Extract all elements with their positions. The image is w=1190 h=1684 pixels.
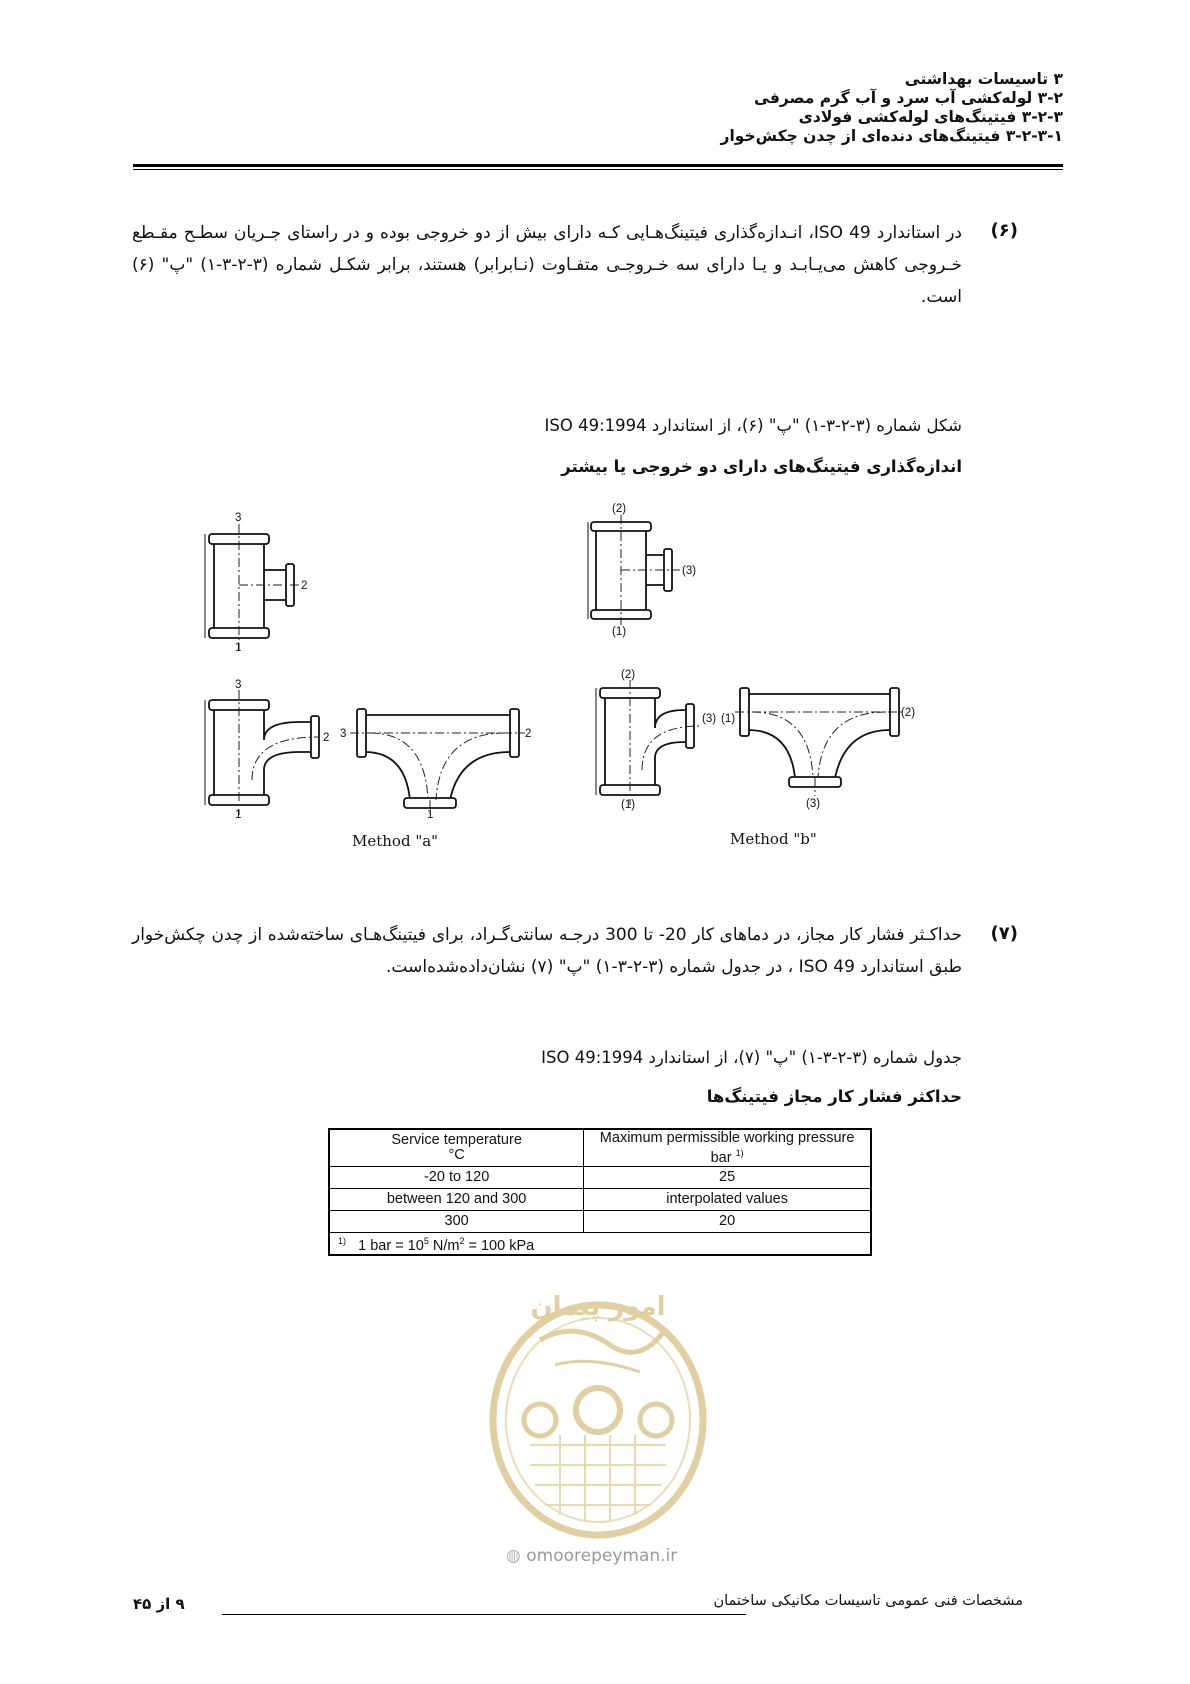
label-b3-3: (3) (806, 798, 821, 810)
cell-pressure: 25 (584, 1167, 871, 1189)
label-a3-1: 1 (427, 809, 434, 821)
header-line-1: ۳ تاسیسات بهداشتی (904, 70, 1063, 88)
table-footnote-row (329, 1233, 871, 1256)
label-b2-2: (2) (621, 669, 636, 681)
method-a-label: Method "a" (352, 832, 439, 850)
col-pressure-header (584, 1129, 871, 1167)
watermark-globe-icon: ◍ (506, 1546, 521, 1566)
para-7-number: (۷) (990, 923, 1018, 944)
watermark-logo-text: امور پیمان (530, 1292, 666, 1322)
header-line-4: ۳-۲-۳-۱ فیتینگ‌های دنده‌ای از چدن چکش‌خوار (720, 127, 1063, 145)
header-rule-thick (133, 164, 1063, 167)
label-a1-1: 1 (235, 642, 242, 654)
method-b-twin-elbow (721, 688, 915, 810)
col-temperature-header (329, 1129, 584, 1167)
footnote-pre: 1 bar = 10 (358, 1237, 424, 1254)
col-pressure-unit: bar (710, 1149, 732, 1166)
table-row (329, 1211, 871, 1233)
header-line-3: ۳-۲-۳ فیتینگ‌های لوله‌کشی فولادی (798, 108, 1063, 126)
label-b2-3: (3) (702, 713, 717, 725)
cell-pressure: 20 (584, 1211, 871, 1233)
watermark-url-text: omoorepeyman.ir (526, 1546, 678, 1566)
label-b1-2: (2) (612, 503, 627, 515)
footnote-post: = 100 kPa (464, 1237, 535, 1254)
col-temperature-title: Service temperature (391, 1132, 522, 1148)
cell-temp: between 120 and 300 (329, 1189, 584, 1211)
label-a1-2: 2 (301, 580, 308, 592)
para-6-text: در استاندارد ISO 49، انـدازه‌گذاری فیتینگ‌هـایی کـه دارای بیش از دو خروجی بوده و در راستای جـریان سطـح مقـطع خـروجی کاهش می‌یـابـد و یـا دارای سه خـروجـی متفـاوت (نـابرابر) هستند، برابر شکـل شماره (۳-۲-۳-۱) "پ" (۶) است. (132, 223, 962, 307)
cell-pressure: interpolated values (584, 1189, 871, 1211)
page-number: ۹ از ۴۵ (133, 1595, 185, 1613)
table-header-row (329, 1129, 871, 1167)
label-a1-3: 3 (235, 512, 242, 524)
table-footnote (329, 1233, 871, 1256)
footnote-sup1: 5 (423, 1235, 429, 1246)
table-title: حداکثر فشار کار مجاز فیتینگ‌ها (706, 1087, 962, 1106)
label-b3-1: (1) (721, 713, 736, 725)
para-6-number: (۶) (990, 220, 1018, 241)
pressure-table (328, 1128, 872, 1256)
figure-caption: شکل شماره (۳-۲-۳-۱) "پ" (۶)، از استاندارد ISO 49:1994 (544, 416, 962, 435)
cell-temp: -20 to 120 (329, 1167, 584, 1189)
footnote-mid: N/m (428, 1237, 460, 1254)
header-rule-thin (133, 169, 1063, 170)
footnote-sup2: 2 (459, 1235, 465, 1246)
label-a2-1: 1 (235, 809, 242, 821)
method-a-elbow-tee (205, 679, 329, 821)
figure-title: اندازه‌گذاری فیتینگ‌های دارای دو خروجی یا بیشتر (561, 457, 962, 476)
watermark-url (506, 1546, 677, 1566)
method-b-label: Method "b" (730, 830, 817, 848)
para-7-text: حداکـثر فشار کار مجاز، در دماهای کار 20- تا 300 درجـه سانتی‌گـراد، برای فیتینگ‌هـای ساخته‌شده از چدن چکش‌خوار طبق استاندارد ISO 49 ، در جدول شماره (۳-۲-۳-۱) "پ" (۷) نشان‌داده‌شده‌است. (132, 925, 962, 977)
header-line-2: ۳-۲ لوله‌کشی آب سرد و آب گرم مصرفی (754, 89, 1063, 107)
col-temperature-unit: °C (448, 1147, 465, 1163)
label-b1-3: (3) (682, 565, 697, 577)
label-b2-1: (1) (621, 799, 636, 811)
col-pressure-note-ref: 1) (735, 1147, 744, 1158)
label-a2-2: 2 (323, 732, 330, 744)
label-a3-3: 3 (340, 728, 347, 740)
table-row (329, 1189, 871, 1211)
cell-temp: 300 (329, 1211, 584, 1233)
table-row (329, 1167, 871, 1189)
method-b-elbow-tee (596, 669, 716, 811)
label-b1-1: (1) (612, 626, 627, 638)
label-a3-2: 2 (525, 728, 532, 740)
watermark-logo (493, 1292, 703, 1535)
col-pressure-title: Maximum permissible working pressure (599, 1129, 855, 1146)
method-a-twin-elbow (340, 709, 531, 821)
section-header (721, 70, 1063, 146)
table-caption: جدول شماره (۳-۲-۳-۱) "پ" (۷)، از استاندارد ISO 49:1994 (541, 1048, 962, 1067)
footnote-ref: 1) (338, 1235, 347, 1246)
method-a-reducing-tee (205, 512, 307, 654)
method-b-reducing-tee (588, 503, 696, 638)
footer-rule (222, 1614, 746, 1615)
label-a2-3: 3 (235, 679, 242, 691)
footer-title: مشخصات فنی عمومی تاسیسات مکانیکی ساختمان (713, 1593, 1023, 1609)
label-b3-2: (2) (901, 707, 916, 719)
